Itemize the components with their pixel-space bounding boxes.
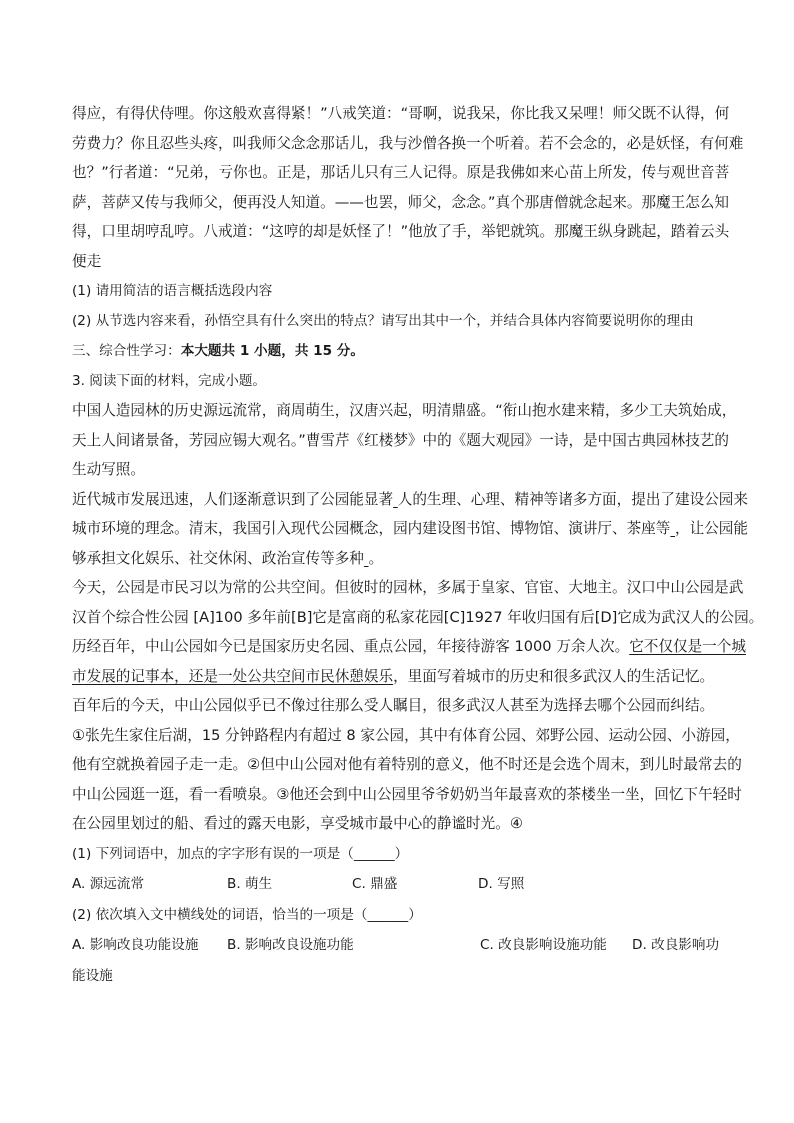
material-line: 汉首个综合性公园 [A]100 多年前[B]它是富商的私家花园[C]1927 年收归国有后[D]它成为武汉人的公园。 [72, 608, 764, 626]
passage-line: 也？”行者道：“兄弟，亏你也。正是，那话儿只有三人记得。原是我佛如来心苗上所发，传与观世音菩 [72, 164, 730, 181]
text-segment: ，让公园能 [675, 520, 748, 537]
text-segment: 历经百年，中山公园如今已是国家历史名园、重点公园，年接待游客 1000 万余人次。 [72, 638, 630, 655]
material-line [72, 514, 748, 544]
passage-journey-to-the-west [72, 99, 744, 276]
text-segment: 城市环境的理念。清末，我国引入现代公园概念，园内建设图书馆、博物馆、演讲厅、茶座等 [72, 520, 671, 537]
question-summary: (1) 请用简洁的语言概括选段内容 [72, 283, 273, 299]
text-segment: 够承担文化娱乐、社交休闲、政治宣传等多种 [72, 549, 364, 567]
passage-line: 劳费力？你且忍些头疼，叫我师父念念那话儿，我与沙僧各换一个听着。若不会念的，必是妖怪，有何难 [72, 134, 744, 152]
text-segment: 人的生理、心理、精神等诸多方面，提出了建设公园来 [397, 490, 748, 508]
page-content [72, 99, 764, 992]
options-row [72, 930, 724, 961]
section-heading [72, 336, 724, 366]
underlined-sentence: 市发展的记事本，还是一处公共空间市民休憩娱乐 [72, 667, 394, 685]
option-d[interactable]: D. 改良影响功 [632, 936, 720, 953]
question-wrong-character: (1) 下列词语中，加点的字字形有误的一项是（______） [72, 845, 409, 862]
material-line: 中山公园逛一逛，看一看喷泉。③他还会到中山公园里爷爷奶奶当年最喜欢的茶楼坐一坐，回忆下午轻时 [72, 785, 742, 803]
section-heading-score: 本大题共 1 小题，共 15 分。 [180, 343, 364, 359]
passage-line: 得应，有得伏侍哩。你这般欢喜得紧！”八戒笑道：“哥啊，说我呆，你比我又呆哩！师父既不认得，何 [72, 105, 730, 122]
question-character-trait: (2) 从节选内容来看，孙悟空具有什么突出的特点？请写出其中一个，并结合具体内容简要说明你的理由 [72, 313, 694, 329]
material-line [72, 632, 746, 662]
material-line: 生动写照。 [72, 461, 145, 478]
passage-line: 便走 [72, 252, 102, 270]
options-row [72, 869, 724, 900]
material-paragraph-3 [72, 573, 764, 691]
material-paragraph-4: 百年后的今天，中山公园似乎已不像过往那么受人瞩目，很多武汉人甚至为选择去哪个公园而纠结。 [72, 697, 715, 714]
option-a[interactable]: A. 源远流常 [72, 875, 145, 892]
question-fill-blanks: (2) 依次填入文中横线处的词语，恰当的一项是（______） [72, 906, 422, 923]
material-paragraph-2 [72, 485, 748, 574]
material-line [72, 485, 748, 515]
material-line: 中国人造园林的历史源远流常，商周萌生，汉唐兴起，明清鼎盛。“衔山抱水建来精，多少工夫筑始成， [72, 402, 737, 419]
material-line: 今天，公园是市民习以为常的公共空间。但彼时的园林，多属于皇家、官宦、大地主。汉口中山公园是武 [72, 579, 744, 596]
option-a[interactable]: A. 影响改良功能设施 [72, 936, 199, 953]
passage-line: 得，口里胡哼乱哼。八戒道：“这哼的却是妖怪了！”他放了手，举钯就筑。那魔王纵身跳起，踏着云头 [72, 223, 730, 240]
material-paragraph-1 [72, 396, 737, 485]
option-d[interactable]: D. 写照 [478, 875, 525, 892]
material-line: 天上人间诸景备，芳园应锡大观名。”曹雪芹《红楼梦》中的《题大观园》一诗，是中国古典园林技艺的 [72, 431, 729, 449]
text-segment: 。 [368, 549, 384, 567]
text-segment: 近代城市发展迅速，人们逐渐意识到了公园能显著 [72, 490, 394, 508]
material-paragraph-5 [72, 721, 742, 839]
option-c[interactable]: C. 鼎盛 [352, 875, 398, 892]
material-line [72, 544, 724, 574]
passage-line: 萨，菩萨又传与我师父，便再没人知道。——也罢，师父，念念。”真个那唐僧就念起来。那魔王怎么知 [72, 193, 729, 211]
material-line: 他有空就换着园子走一走。②但中山公园对他有着特别的意义，他不时还是会选个周末，到儿时最常去的 [72, 756, 742, 773]
text-segment: ，里面写着城市的历史和很多武汉人的生活记忆。 [393, 667, 715, 685]
question-item-3: 3. 阅读下面的材料，完成小题。 [72, 373, 267, 389]
underlined-sentence: 它不仅仅是一个城 [629, 638, 746, 655]
material-line: ①张先生家住后湖，15 分钟路程内有超过 8 家公园，其中有体育公园、郊野公园、运动公园、小游园， [72, 726, 740, 744]
option-b[interactable]: B. 萌生 [227, 875, 273, 892]
section-heading-title: 三、综合性学习： [72, 343, 181, 359]
material-line: 在公园里划过的船、看过的露天电影，享受城市最中心的静谧时光。④ [72, 815, 523, 832]
option-b[interactable]: B. 影响改良设施功能 [227, 936, 354, 953]
option-d-continuation: 能设施 [72, 967, 113, 984]
material-line [72, 662, 724, 692]
option-c[interactable]: C. 改良影响设施功能 [480, 936, 607, 953]
